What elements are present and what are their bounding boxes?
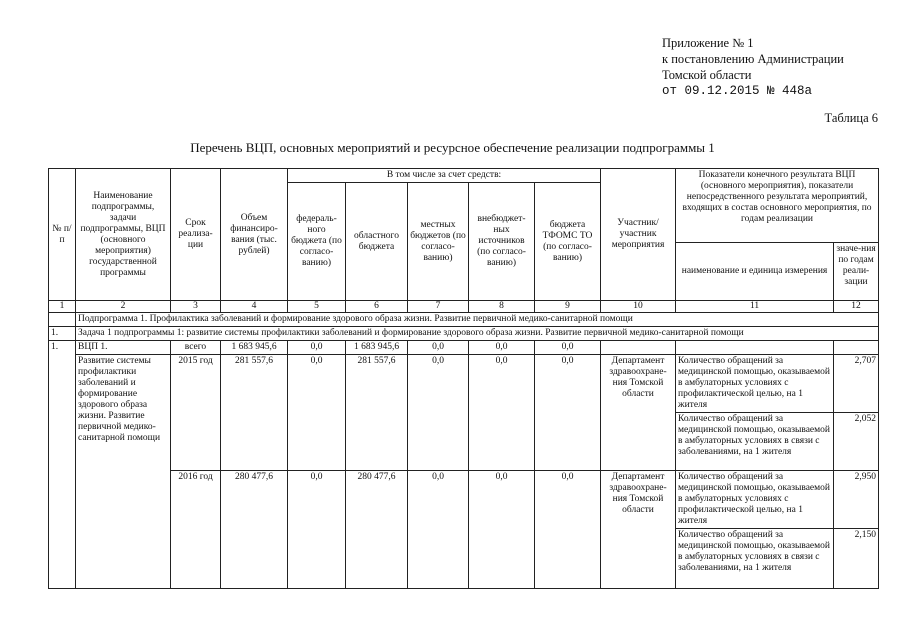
approval-date: от 09.12.2015 № 448а (662, 84, 813, 98)
year-2016-tfoms: 0,0 (535, 471, 601, 589)
approval-line-2: к постановлению Администрации (662, 52, 844, 66)
year-2015-volume: 281 557,6 (221, 355, 288, 471)
year-2015-local: 0,0 (408, 355, 469, 471)
year-2016-indicator-1: Количество обращений за медицинской помощью, оказываемой в амбулаторных условиях с профилактической целью, на 1 жителя (676, 471, 834, 529)
subprogram-row: Подпрограмма 1. Профилактика заболеваний и формирование здорового образа жизни. Развитие первичной медико-санитарной помощи (76, 313, 879, 327)
header-indicator-name: наименование и единица измерения (676, 243, 834, 301)
total-local: 0,0 (408, 341, 469, 355)
year-2015-participant: Департамент здравоохране-ния Томской области (601, 355, 676, 471)
year-2015-tfoms: 0,0 (535, 355, 601, 471)
col-num: 2 (76, 301, 171, 313)
header-regional: областного бюджета (346, 183, 408, 301)
header-participant: Участник/ участник мероприятия (601, 169, 676, 301)
page-title: Перечень ВЦП, основных мероприятий и ресурсное обеспечение реализации подпрограммы 1 (190, 140, 715, 155)
col-num: 4 (221, 301, 288, 313)
year-2016-indicator-2: Количество обращений за медицинской помощью, оказываемой в амбулаторных условиях в связи с заболеваниями, на 1 жителя (676, 529, 834, 589)
year-2016-extra: 0,0 (469, 471, 535, 589)
header-indicators: Показатели конечного результата ВЦП (основного мероприятия), показатели непосредственного результата мероприятий, входящих в состав основного мероприятия, по годам реализации (676, 169, 879, 243)
col-num: 6 (346, 301, 408, 313)
year-2015-federal: 0,0 (288, 355, 346, 471)
header-local: местных бюджетов (по согласо-ванию) (408, 183, 469, 301)
total-term: всего (171, 341, 221, 355)
year-2016-federal: 0,0 (288, 471, 346, 589)
year-2015-value-1: 2,707 (834, 355, 879, 413)
col-num: 3 (171, 301, 221, 313)
total-federal: 0,0 (288, 341, 346, 355)
vcp-num: 1. (49, 341, 76, 589)
year-2016-volume: 280 477,6 (221, 471, 288, 589)
approval-block (662, 35, 844, 99)
total-value (834, 341, 879, 355)
year-2016-value-2: 2,150 (834, 529, 879, 589)
header-name: Наименование подпрограммы, задачи подпрограммы, ВЦП (основного мероприятия) государственной программы (76, 169, 171, 301)
total-tfoms: 0,0 (535, 341, 601, 355)
header-including: В том числе за счет средств: (288, 169, 601, 183)
year-2016-term: 2016 год (171, 471, 221, 589)
col-num: 12 (834, 301, 879, 313)
year-2016-local: 0,0 (408, 471, 469, 589)
year-2015-value-2: 2,052 (834, 413, 879, 471)
year-2016-participant: Департамент здравоохране-ния Томской области (601, 471, 676, 589)
total-participant (601, 341, 676, 355)
approval-line-3: Томской области (662, 68, 752, 82)
header-volume: Объем финансиро-вания (тыс. рублей) (221, 169, 288, 301)
year-2015-extra: 0,0 (469, 355, 535, 471)
header-federal: федераль-ного бюджета (по согласо-ванию) (288, 183, 346, 301)
total-volume: 1 683 945,6 (221, 341, 288, 355)
header-tfoms: бюджета ТФОМС ТО (по согласо-ванию) (535, 183, 601, 301)
col-num: 9 (535, 301, 601, 313)
year-2016-value-1: 2,950 (834, 471, 879, 529)
vcp-title: ВЦП 1. (76, 341, 171, 355)
col-num: 8 (469, 301, 535, 313)
header-term: Срок реализа-ции (171, 169, 221, 301)
col-num: 11 (676, 301, 834, 313)
year-2015-regional: 281 557,6 (346, 355, 408, 471)
year-2015-indicator-1: Количество обращений за медицинской помощью, оказываемой в амбулаторных условиях с профилактической целью, на 1 жителя (676, 355, 834, 413)
total-regional: 1 683 945,6 (346, 341, 408, 355)
header-num: № п/п (49, 169, 76, 301)
resource-table (48, 168, 879, 589)
col-num: 7 (408, 301, 469, 313)
col-num: 1 (49, 301, 76, 313)
total-indicator (676, 341, 834, 355)
subprogram-num-cell (49, 313, 76, 327)
year-2015-term: 2015 год (171, 355, 221, 471)
task-num: 1. (49, 327, 76, 341)
column-number-row (49, 301, 879, 313)
year-2015-indicator-2: Количество обращений за медицинской помощью, оказываемой в амбулаторных условиях в связи с заболеваниями, на 1 жителя (676, 413, 834, 471)
col-num: 5 (288, 301, 346, 313)
table-label: Таблица 6 (824, 111, 878, 125)
total-extra: 0,0 (469, 341, 535, 355)
vcp-description: Развитие системы профилактики заболеваний и формирование здорового образа жизни. Развитие первичной медико-санитарной помощи (76, 355, 171, 589)
header-indicator-value: значе-ния по годам реали-зации (834, 243, 879, 301)
col-num: 10 (601, 301, 676, 313)
header-extra: внебюджет-ных источников (по согласо-ванию) (469, 183, 535, 301)
task-row: Задача 1 подпрограммы 1: развитие системы профилактики заболеваний и формирование здорового образа жизни. Развитие первичной медико-санитарной помощи (76, 327, 879, 341)
year-2016-regional: 280 477,6 (346, 471, 408, 589)
approval-line-1: Приложение № 1 (662, 36, 754, 50)
